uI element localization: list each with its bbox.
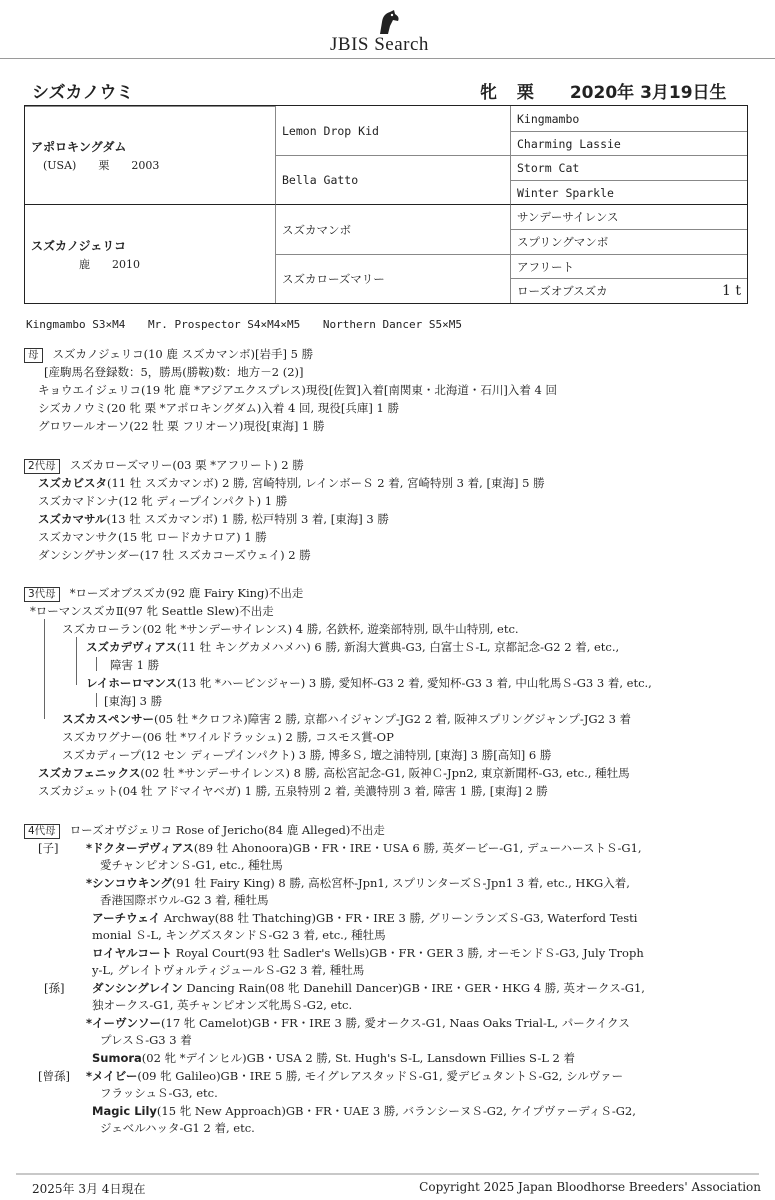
g4-r6: (17 牝 Camelot)GB・FR・IRE 3 勝, 愛オークス-G1, Naas Oaks Trial-L, パークイクス (161, 1016, 630, 1030)
g4-r9: (15 牝 New Approach)GB・FR・UAE 3 勝, バランシーヌＳ-G2, ケイプヴァーディＳ-G2, (156, 1104, 636, 1118)
g2-row-2-text: スズカマドンナ(12 牝 ディープインパクト) 1 勝 (38, 494, 288, 508)
dam-line-2: [産駒馬名登録数：5，勝馬(勝鞍)数：地方－2 (2)] (44, 365, 304, 379)
dam-line-5: グロワールオーソ(22 牡 栗 フリオーソ)現役[東海] 1 勝 (38, 419, 325, 433)
g4-r4: Royal Court(93 牡 Sadler's Wells)GB・FR・GER 3 勝, オーモンドＳ-G3, July Troph (172, 946, 644, 960)
g4-r6-name: *イーヴンソー (86, 1016, 162, 1030)
inbreeding-2: Mr. Prospector S4×M4×M5 (147, 318, 301, 331)
pedigree-g3-4[interactable]: Winter Sparkle (510, 180, 747, 204)
title-row (32, 78, 752, 103)
horse-birth: 2020年 3月19日生 (569, 83, 727, 103)
g2-row (38, 529, 267, 545)
g2-badge: 2代母 (24, 459, 60, 474)
g2-row-4-text: スズカマンサク(15 牝 ロードカナロア) 1 勝 (38, 530, 267, 544)
pedigree-dam[interactable] (25, 204, 275, 303)
dam-line-3: キョウエイジェリコ(19 牝 鹿 *アジアエクスプレス)現役[佐賀]入着[南関東・北海道・石川]入着 4 回 (38, 383, 557, 397)
g3-line-8: スズカワグナー(06 牡 *ワイルドラッシュ) 2 勝, コスモス賞-OP (62, 730, 394, 744)
g2-row (38, 493, 287, 509)
footer-divider (16, 1173, 759, 1175)
horse-sex: 牝 (480, 83, 497, 103)
inbreeding-line (26, 318, 478, 331)
g3-line-7: (05 牡 *クロフネ)障害 2 勝, 京都ハイジャンプ-JG2 2 着, 阪神スプリングジャンプ-JG2 3 着 (154, 712, 632, 726)
g4-r1: (89 牡 Ahonoora)GB・FR・IRE・USA 6 勝, 英ダービー-G1, デューハーストＳ-G1, (193, 841, 642, 855)
g2-row (38, 547, 311, 563)
inbreeding-3: Northern Dancer S5×M5 (322, 318, 462, 331)
pedigree-dam-dam[interactable]: スズカローズマリー (275, 254, 510, 303)
pedigree-g3-3[interactable]: Storm Cat (510, 155, 747, 180)
g3-line-7-name: スズカスペンサー (62, 712, 154, 726)
g4-r5: Dancing Rain(08 牝 Danehill Dancer)GB・IRE・GER・HKG 4 勝, 英オークス-G1, (182, 981, 645, 995)
dam-color: 鹿 (79, 257, 90, 271)
g4-r8: (09 牝 Galileo)GB・IRE 5 勝, モイグレアスタッドＳ-G1, 愛デビュタントＳ-G2, シルヴァー (137, 1069, 624, 1083)
g2-row-5-text: ダンシングサンダー(17 牡 スズカコーズウェイ) 2 勝 (38, 548, 311, 562)
g3-line-3-name: スズカデヴィアス (86, 640, 177, 654)
header-divider (0, 58, 775, 59)
pedigree-sire[interactable] (25, 106, 275, 204)
dam-badge: 母 (24, 348, 43, 363)
g4-r9-name: Magic Lily (92, 1104, 157, 1118)
tree-line (44, 619, 45, 719)
pedigree-g3-1[interactable]: Kingmambo (510, 106, 747, 131)
tree-line (76, 637, 77, 685)
g3-line-4: 障害 1 勝 (110, 658, 160, 672)
g3-head: *ローズオブスズカ(92 鹿 Fairy King)不出走 (69, 586, 304, 600)
g4-badge: 4代母 (24, 824, 60, 839)
dam-name: スズカノジェリコ (31, 238, 127, 253)
inbreeding-1: Kingmambo S3×M4 (26, 318, 126, 331)
pedigree-g3-8-name: ローズオブスズカ (517, 284, 608, 298)
footer-copyright: Copyright 2025 Japan Bloodhorse Breeders' Association (419, 1180, 761, 1194)
sire-origin: (USA) (43, 159, 77, 172)
pedigree-g3-8-tail: 1 t (722, 283, 741, 299)
dam-details (31, 256, 162, 272)
dam-line-4: シズカノウミ(20 牝 栗 *アポロキングダム)入着 4 回, 現役[兵庫] 1 勝 (38, 401, 399, 415)
tag-child: [子] (38, 841, 59, 855)
g3-line-6: [東海] 3 勝 (104, 694, 163, 708)
g3-line-11: スズカジェット(04 牡 アドマイヤベガ) 1 勝, 五泉特別 2 着, 美濃特別 3 着, 障害 1 勝, [東海] 2 勝 (38, 784, 548, 798)
g4-r2-cont: 香港国際ボウル-G2 3 着, 種牡馬 (100, 893, 269, 907)
g4-r1-name: *ドクターデヴィアス (86, 841, 194, 855)
g3-line-10: (02 牡 *サンデーサイレンス) 8 勝, 高松宮記念-G1, 阪神Ｃ-Jpn2, 東京新聞杯-G3, etc., 種牡馬 (140, 766, 630, 780)
g2-row-1-name: スズカビスタ (38, 476, 107, 490)
horse-name: シズカノウミ (32, 83, 134, 103)
sire-details (31, 157, 181, 173)
g3-line-1: *ローマンスズカⅡ(97 牝 Seattle Slew)不出走 (30, 604, 274, 618)
pedigree-sire-sire[interactable]: Lemon Drop Kid (275, 106, 510, 155)
g3-line-10-name: スズカフェニックス (38, 766, 141, 780)
g2-row-3-text: (13 牡 スズカマンボ) 1 勝, 松戸特別 3 着, [東海] 3 勝 (106, 512, 389, 526)
dam-line-1: スズカノジェリコ(10 鹿 スズカマンボ)[岩手] 5 勝 (52, 347, 314, 361)
g2-row-3-name: スズカマサル (38, 512, 107, 526)
g4-r3: Archway(88 牡 Thatching)GB・FR・IRE 3 勝, グリーンランズＳ-G3, Waterford Testi (160, 911, 638, 925)
pedigree-g3-5[interactable]: サンデーサイレンス (510, 204, 747, 229)
g3-line-5: (13 牝 *ハービンジャー) 3 勝, 愛知杯-G3 2 着, 愛知杯-G3 3 着, 中山牝馬Ｓ-G3 3 着, etc., (177, 676, 652, 690)
footer-date: 2025年 3月 4日現在 (32, 1182, 146, 1196)
g3-badge: 3代母 (24, 587, 60, 602)
g4-r7: (02 牝 *デインヒル)GB・USA 2 勝, St. Hugh's S-L, Lansdown Fillies S-L 2 着 (141, 1051, 575, 1065)
g3-line-2: スズカローラン(02 牝 *サンデーサイレンス) 4 勝, 名鉄杯, 遊楽部特別, 臥牛山特別, etc. (62, 622, 519, 636)
g4-r3-cont: monial Ｓ-L, キングズスタンドＳ-G2 3 着, etc., 種牡馬 (92, 928, 386, 942)
pedigree-g3-7[interactable]: アフリート (510, 254, 747, 278)
jbis-logo[interactable] (330, 8, 460, 54)
g4-r2-name: *シンコウキング (86, 876, 172, 890)
g2-row (38, 475, 545, 491)
pedigree-table (24, 105, 748, 304)
horse-head-icon (374, 8, 402, 36)
pedigree-g3-2[interactable]: Charming Lassie (510, 131, 747, 155)
g4-r8-cont: フラッシュＳ-G3, etc. (100, 1086, 218, 1100)
g4-r4-name: ロイヤルコート (92, 946, 173, 960)
tree-line (96, 657, 97, 671)
g4-r8-name: *メイビー (86, 1069, 138, 1083)
tree-line (96, 693, 97, 707)
g4-r4-cont: y-L, グレイトヴォルティジュールＳ-G2 3 着, 種牡馬 (92, 963, 365, 977)
pedigree-g3-6[interactable]: スプリングマンボ (510, 229, 747, 254)
g4-r1-cont: 愛チャンピオンＳ-G1, etc., 種牡馬 (100, 858, 283, 872)
pedigree-dam-sire[interactable]: スズカマンボ (275, 204, 510, 254)
g4-r5-name: ダンシングレイン (92, 981, 183, 995)
g3-line-9: スズカディープ(12 セン ディープインパクト) 3 勝, 博多Ｓ, 壇之浦特別, [東海] 3 勝[高知] 6 勝 (62, 748, 552, 762)
g4-head: ローズオヴジェリコ Rose of Jericho(84 鹿 Alleged)不出走 (69, 823, 385, 837)
pedigree-g3-8[interactable] (510, 278, 747, 303)
sire-year: 2003 (131, 159, 160, 172)
g4-r3-name: アーチウェイ (92, 911, 161, 925)
tag-great: [曾孫] (38, 1069, 70, 1083)
pedigree-sire-dam[interactable]: Bella Gatto (275, 155, 510, 204)
sire-color: 栗 (98, 159, 110, 172)
g2-row-1-text: (11 牡 スズカマンボ) 2 勝, 宮崎特別, レインボーＳ 2 着, 宮崎特別 3 着, [東海] 5 勝 (107, 476, 545, 490)
g4-r5-cont: 独オークス-G1, 英チャンピオンズ牝馬Ｓ-G2, etc. (92, 998, 353, 1012)
g2-head: スズカローズマリー(03 栗 *アフリート) 2 勝 (69, 458, 304, 472)
sire-name: アポロキングダム (31, 140, 127, 154)
g4-r7-name: Sumora (92, 1051, 142, 1065)
g4-r2: (91 牡 Fairy King) 8 勝, 高松宮杯-Jpn1, スプリンターズＳ-Jpn1 3 着, etc., HKG入着, (171, 876, 630, 890)
g4-r9-cont: ジェベルハッタ-G1 2 着, etc. (100, 1121, 255, 1135)
g4-r6-cont: プレスＳ-G3 3 着 (100, 1033, 192, 1047)
horse-attributes (480, 78, 741, 103)
logo-text: JBIS Search (330, 34, 429, 55)
g3-line-3: (11 牡 キングカメハメハ) 6 勝, 新潟大賞典-G3, 白富士Ｓ-L, 京都記念-G2 2 着, etc., (176, 640, 620, 654)
g3-line-5-name: レイホーロマンス (86, 676, 178, 690)
g2-row (38, 511, 389, 527)
tag-grand: [孫] (44, 981, 65, 995)
dam-year: 2010 (112, 257, 140, 271)
horse-color: 栗 (516, 83, 534, 103)
